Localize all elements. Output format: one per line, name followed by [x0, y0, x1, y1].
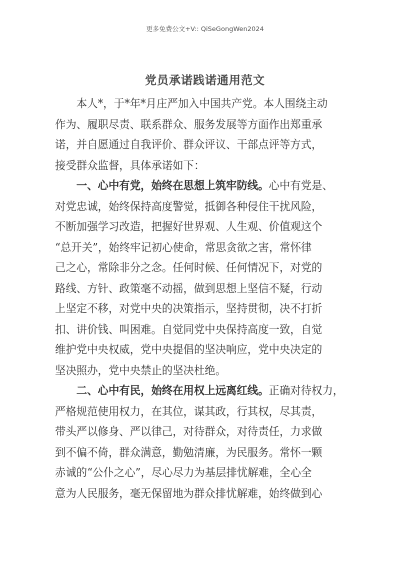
body-line: 上坚定不移，对党中央的决策指示，坚持贯彻，决不打折 [55, 302, 323, 315]
body-line: 本人*，于*年*月庄严加入中国共产党。本人围绕主动 [55, 97, 328, 110]
page-header: 更多免费公文+V:: QiSeGongWen2024 [146, 25, 264, 33]
body-line: 不断加强学习改造，把握好世界观、人生观、价值观这个 [55, 220, 323, 233]
body-line: 坚决照办，党中央禁止的坚决杜绝。 [55, 363, 227, 377]
body-line: 到不偏不倚，群众满意，勤勉清廉，为民服务。常怀一颗 [55, 445, 323, 459]
section-heading-1: 一、心中有党，始终在思想上筑牢防线。 [55, 179, 269, 192]
body-line: 接受群众监督，具体承诺如下： [55, 158, 205, 172]
document-body [55, 94, 355, 504]
body-line: 严格规范使用权力，在其位，谋其政，行其权，尽其责， [55, 404, 323, 418]
body-line: 意为人民服务，毫无保留地为群众排忧解难，始终做到心 [55, 486, 323, 500]
body-line: 带头严以修身、严以律己，对待群众，对待责任，力求做 [55, 425, 323, 438]
body-line: 对党忠诚，始终保持高度警觉，抵御各种侵住干扰风险， [55, 199, 323, 213]
body-line: “总开关”，始终牢记初心使命，常思贪欲之害，常怀律 [55, 240, 312, 254]
body-line: 维护党中央权威，党中央提倡的坚决响应，党中央决定的 [55, 343, 323, 356]
section-heading-2: 二、心中有民，始终在用权上远离红线。 [55, 384, 269, 397]
body-line: 己之心，常除非分之念。任何时候、任何情况下，对党的 [55, 261, 323, 274]
body-line: 诺，并自愿通过自我评价、群众评议、干部点评等方式， [55, 138, 323, 151]
body-line: 赤诚的“公仆之心”，尽心尽力为基层排忧解难，全心全 [55, 466, 312, 479]
document-title: 党员承诺践诺通用范文 [145, 73, 265, 87]
body-line: 扣、讲价钱、叫困难。自觉同党中央保持高度一致，自觉 [55, 322, 323, 336]
body-line: 一、心中有党，始终在思想上筑牢防线。心中有党是、 [55, 179, 333, 192]
body-line: 作为、履职尽责、联系群众、服务发展等方面作出郑重承 [55, 117, 323, 131]
body-line: 二、心中有民，始终在用权上远离红线。正确对待权力， [55, 384, 344, 397]
body-line: 路线、方针、政策毫不动摇，做到思想上坚信不疑，行动 [55, 281, 323, 295]
